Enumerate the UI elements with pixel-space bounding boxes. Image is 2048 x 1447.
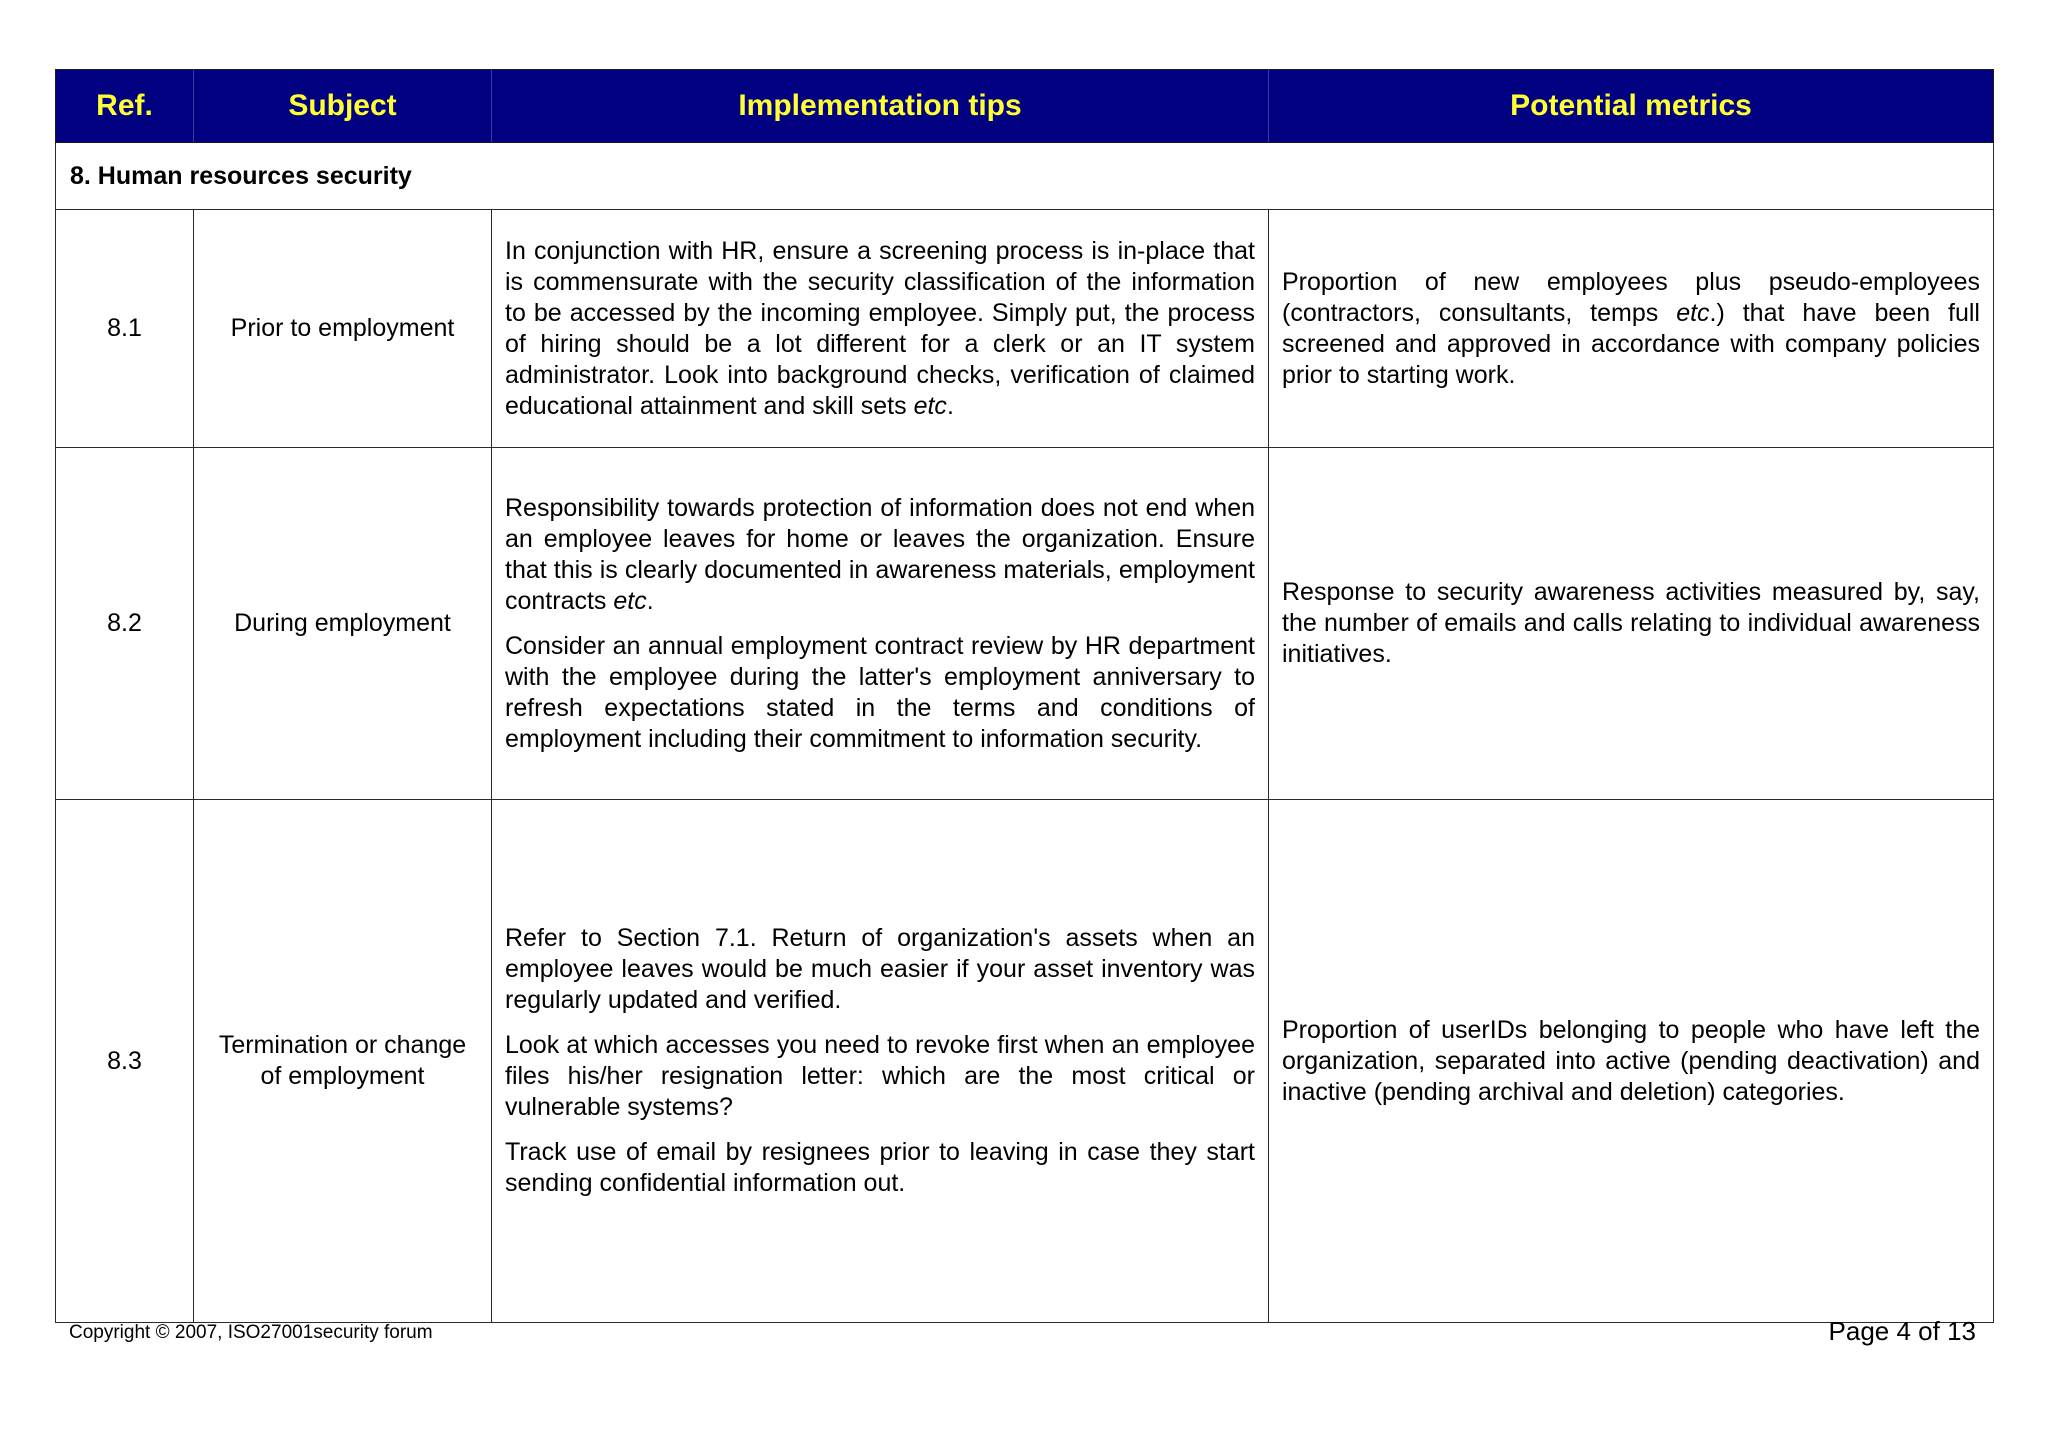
metric-paragraph: Proportion of userIDs belonging to people who have left the organization, separated into active (pending deactivation) and inactive (pending archival and deletion) categories.: [1282, 1015, 1980, 1106]
header-metrics: Potential metrics: [1269, 70, 1994, 143]
footer-page-number: Page 4 of 13: [1828, 1316, 1976, 1346]
row-subject: During employment: [194, 448, 492, 800]
header-ref: Ref.: [56, 70, 194, 143]
table-row: [56, 210, 1994, 448]
table-row: [56, 800, 1994, 1323]
row-metrics: [1269, 210, 1994, 448]
tip-paragraph: Responsibility towards protection of information does not end when an employee leaves for home or leaves the organization. Ensure that this is clearly documented in awareness materials, employment contracts etc.: [505, 493, 1255, 615]
section-row: [56, 143, 1994, 210]
section-title: 8. Human resources security: [56, 143, 1994, 210]
row-subject: Termination or change of employment: [194, 800, 492, 1323]
footer-copyright: Copyright © 2007, ISO27001security forum: [69, 1322, 433, 1343]
header-subject: Subject: [194, 70, 492, 143]
row-metrics: [1269, 800, 1994, 1323]
row-tips: [492, 448, 1269, 800]
tip-paragraph: Refer to Section 7.1. Return of organization's assets when an employee leaves would be much easier if your asset inventory was regularly updated and verified.: [505, 924, 1255, 1014]
metric-paragraph: Proportion of new employees plus pseudo-employees (contractors, consultants, temps etc.) that have been full screened and approved in accordance with company policies prior to starting work.: [1282, 267, 1980, 389]
tip-paragraph: In conjunction with HR, ensure a screening process is in-place that is commensurate with the security classification of the information to be accessed by the incoming employee. Simply put, the process of hiring should be a lot different for a clerk or an IT system administrator. Look into background checks, verification of claimed educational attainment and skill sets etc.: [505, 236, 1255, 420]
tip-paragraph: Look at which accesses you need to revoke first when an employee files his/her resignation letter: which are the most critical or vulnerable systems?: [505, 1031, 1255, 1121]
row-ref: 8.2: [56, 448, 194, 800]
row-subject: Prior to employment: [194, 210, 492, 448]
row-ref: 8.1: [56, 210, 194, 448]
row-tips: [492, 210, 1269, 448]
metric-paragraph: Response to security awareness activities measured by, say, the number of emails and calls relating to individual awareness initiatives.: [1282, 578, 1980, 668]
tip-paragraph: Track use of email by resignees prior to leaving in case they start sending confidential information out.: [505, 1138, 1255, 1197]
row-ref: 8.3: [56, 800, 194, 1323]
table-header-row: [56, 70, 1994, 143]
metrics-table: [55, 69, 1994, 1323]
header-tips: Implementation tips: [492, 70, 1269, 143]
row-metrics: [1269, 448, 1994, 800]
tip-paragraph: Consider an annual employment contract review by HR department with the employee during the latter's employment anniversary to refresh expectations stated in the terms and conditions of employment including their commitment to information security.: [505, 631, 1255, 753]
table-row: [56, 448, 1994, 800]
row-tips: [492, 800, 1269, 1323]
